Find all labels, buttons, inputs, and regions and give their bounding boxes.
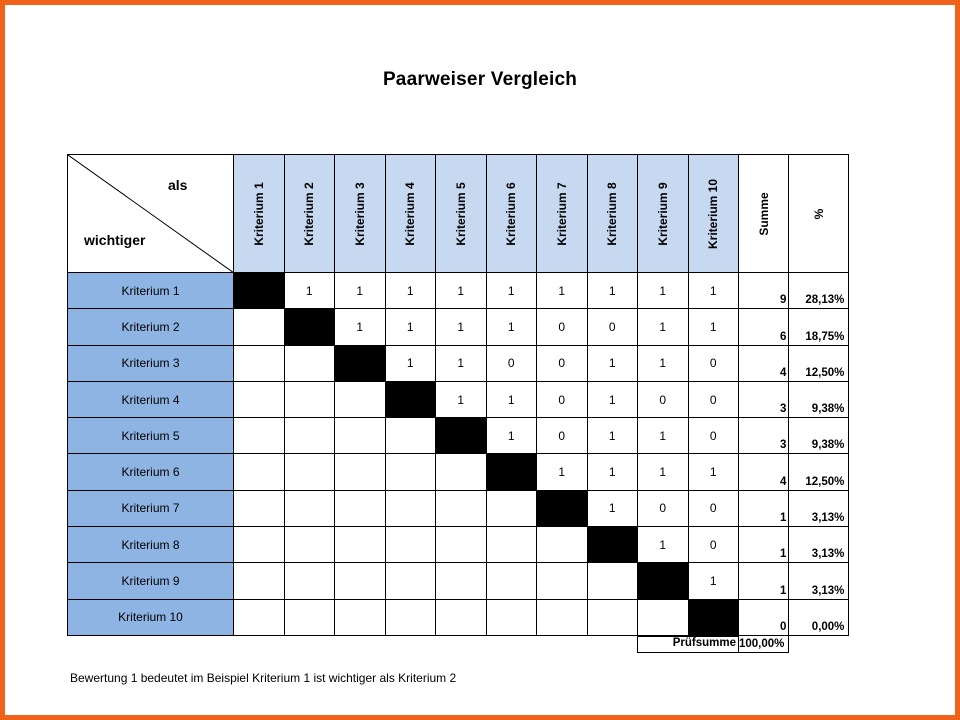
header-row bbox=[68, 155, 849, 273]
matrix-cell: 1 bbox=[587, 418, 638, 454]
matrix-cell bbox=[335, 418, 386, 454]
matrix-cell: 0 bbox=[688, 527, 739, 563]
row-percent: 3,13% bbox=[789, 527, 849, 563]
matrix-cell: 1 bbox=[385, 273, 436, 309]
matrix-cell bbox=[284, 563, 335, 599]
diagonal-line bbox=[68, 155, 234, 273]
diagonal-cell bbox=[234, 273, 285, 309]
diagonal-cell bbox=[537, 490, 588, 526]
matrix-cell bbox=[335, 490, 386, 526]
matrix-row bbox=[68, 454, 849, 490]
row-header: Kriterium 9 bbox=[68, 563, 234, 599]
matrix-row bbox=[68, 527, 849, 563]
matrix-cell bbox=[284, 599, 335, 635]
matrix-cell bbox=[486, 563, 537, 599]
matrix-cell bbox=[385, 418, 436, 454]
row-header: Kriterium 6 bbox=[68, 454, 234, 490]
matrix-cell bbox=[284, 381, 335, 417]
matrix-cell bbox=[335, 381, 386, 417]
matrix-cell bbox=[486, 599, 537, 635]
row-percent: 28,13% bbox=[789, 273, 849, 309]
check-sum-label: Prüfsumme bbox=[637, 636, 738, 653]
matrix-cell bbox=[436, 599, 487, 635]
column-header bbox=[385, 155, 436, 273]
matrix-cell bbox=[638, 599, 689, 635]
matrix-cell bbox=[284, 418, 335, 454]
matrix-cell: 0 bbox=[537, 309, 588, 345]
column-header-label: Kriterium 10 bbox=[706, 178, 721, 249]
matrix-cell: 0 bbox=[688, 418, 739, 454]
row-header: Kriterium 5 bbox=[68, 418, 234, 454]
matrix-cell bbox=[284, 454, 335, 490]
matrix-cell: 0 bbox=[486, 345, 537, 381]
row-header: Kriterium 3 bbox=[68, 345, 234, 381]
row-percent: 18,75% bbox=[789, 309, 849, 345]
row-sum: 6 bbox=[739, 309, 789, 345]
matrix-cell bbox=[385, 563, 436, 599]
matrix-cell: 0 bbox=[537, 418, 588, 454]
row-sum: 4 bbox=[739, 345, 789, 381]
row-sum: 1 bbox=[739, 527, 789, 563]
column-header-label: Kriterium 8 bbox=[605, 181, 620, 246]
row-percent: 3,13% bbox=[789, 563, 849, 599]
matrix-cell bbox=[284, 490, 335, 526]
matrix-cell: 1 bbox=[537, 454, 588, 490]
matrix-cell: 1 bbox=[335, 309, 386, 345]
matrix-cell bbox=[335, 454, 386, 490]
matrix-cell: 1 bbox=[587, 273, 638, 309]
matrix-cell bbox=[537, 563, 588, 599]
matrix-row bbox=[68, 309, 849, 345]
matrix-cell bbox=[486, 490, 537, 526]
matrix-cell: 1 bbox=[638, 273, 689, 309]
diagonal-cell bbox=[638, 563, 689, 599]
matrix-cell: 0 bbox=[537, 345, 588, 381]
matrix-cell: 1 bbox=[486, 418, 537, 454]
matrix-cell bbox=[436, 454, 487, 490]
matrix-row bbox=[68, 490, 849, 526]
matrix-cell bbox=[587, 563, 638, 599]
matrix-cell: 1 bbox=[436, 273, 487, 309]
footnote: Bewertung 1 bedeutet im Beispiel Kriterium 1 ist wichtiger als Kriterium 2 bbox=[70, 671, 457, 685]
column-header-label: Kriterium 1 bbox=[251, 181, 266, 246]
matrix-cell: 0 bbox=[688, 381, 739, 417]
matrix-cell bbox=[436, 527, 487, 563]
row-sum: 3 bbox=[739, 418, 789, 454]
column-header bbox=[587, 155, 638, 273]
matrix-cell bbox=[436, 490, 487, 526]
matrix-cell: 1 bbox=[688, 563, 739, 599]
column-header-label: Kriterium 3 bbox=[352, 181, 367, 246]
matrix-cell bbox=[234, 418, 285, 454]
matrix-cell bbox=[486, 527, 537, 563]
row-sum: 4 bbox=[739, 454, 789, 490]
matrix-row bbox=[68, 381, 849, 417]
matrix-cell bbox=[234, 490, 285, 526]
row-header: Kriterium 10 bbox=[68, 599, 234, 635]
matrix-cell: 1 bbox=[638, 418, 689, 454]
row-sum: 1 bbox=[739, 563, 789, 599]
row-header: Kriterium 1 bbox=[68, 273, 234, 309]
matrix-cell: 1 bbox=[688, 309, 739, 345]
matrix-cell: 0 bbox=[638, 381, 689, 417]
sum-header-label: Summe bbox=[756, 191, 771, 236]
matrix-cell bbox=[537, 599, 588, 635]
matrix-cell bbox=[335, 599, 386, 635]
matrix-cell bbox=[234, 599, 285, 635]
diagonal-cell bbox=[587, 527, 638, 563]
row-sum: 1 bbox=[739, 490, 789, 526]
matrix-cell bbox=[234, 381, 285, 417]
row-percent: 0,00% bbox=[789, 599, 849, 635]
row-header: Kriterium 8 bbox=[68, 527, 234, 563]
matrix-cell bbox=[284, 527, 335, 563]
column-header-label: Kriterium 2 bbox=[302, 181, 317, 246]
matrix-cell: 1 bbox=[385, 309, 436, 345]
column-header bbox=[436, 155, 487, 273]
row-percent: 9,38% bbox=[789, 381, 849, 417]
row-percent: 12,50% bbox=[789, 454, 849, 490]
matrix-cell bbox=[234, 345, 285, 381]
corner-header bbox=[68, 155, 234, 273]
matrix-cell: 1 bbox=[587, 345, 638, 381]
matrix-cell bbox=[234, 563, 285, 599]
matrix-cell: 1 bbox=[486, 273, 537, 309]
row-sum: 0 bbox=[739, 599, 789, 635]
matrix-cell: 1 bbox=[587, 381, 638, 417]
diagonal-cell bbox=[284, 309, 335, 345]
check-sum-value: 100,00% bbox=[739, 635, 789, 653]
matrix-cell: 1 bbox=[486, 309, 537, 345]
matrix-cell: 0 bbox=[688, 490, 739, 526]
matrix-row bbox=[68, 345, 849, 381]
matrix-cell bbox=[385, 599, 436, 635]
column-header-label: Kriterium 6 bbox=[504, 181, 519, 246]
row-sum: 9 bbox=[739, 273, 789, 309]
matrix-cell bbox=[335, 563, 386, 599]
matrix-cell: 0 bbox=[638, 490, 689, 526]
matrix-cell: 1 bbox=[385, 345, 436, 381]
column-header-label: Kriterium 5 bbox=[453, 181, 468, 246]
matrix-cell: 1 bbox=[587, 454, 638, 490]
column-header bbox=[537, 155, 588, 273]
page-title: Paarweiser Vergleich bbox=[382, 69, 578, 90]
matrix-cell: 0 bbox=[537, 381, 588, 417]
corner-top-label: als bbox=[168, 177, 188, 193]
comparison-matrix bbox=[67, 154, 849, 653]
matrix-cell: 1 bbox=[638, 454, 689, 490]
matrix-cell bbox=[234, 527, 285, 563]
matrix-cell: 0 bbox=[587, 309, 638, 345]
matrix-row bbox=[68, 418, 849, 454]
matrix-cell: 1 bbox=[436, 345, 487, 381]
matrix-cell bbox=[234, 454, 285, 490]
matrix-cell bbox=[234, 309, 285, 345]
matrix-cell: 1 bbox=[688, 454, 739, 490]
matrix-cell bbox=[537, 527, 588, 563]
column-header bbox=[486, 155, 537, 273]
row-percent: 3,13% bbox=[789, 490, 849, 526]
column-header bbox=[638, 155, 689, 273]
matrix-cell bbox=[385, 527, 436, 563]
corner-bottom-label: wichtiger bbox=[84, 232, 146, 248]
diagonal-cell bbox=[688, 599, 739, 635]
matrix-row bbox=[68, 273, 849, 309]
row-percent: 12,50% bbox=[789, 345, 849, 381]
column-header-label: Kriterium 4 bbox=[403, 181, 418, 246]
matrix-row bbox=[68, 563, 849, 599]
matrix-cell: 0 bbox=[688, 345, 739, 381]
check-sum-row bbox=[68, 635, 849, 653]
matrix-cell bbox=[284, 345, 335, 381]
column-header bbox=[234, 155, 285, 273]
row-header: Kriterium 2 bbox=[68, 309, 234, 345]
matrix-cell: 1 bbox=[638, 527, 689, 563]
matrix-cell: 1 bbox=[436, 309, 487, 345]
diagonal-cell bbox=[436, 418, 487, 454]
diagonal-cell bbox=[486, 454, 537, 490]
matrix-cell: 1 bbox=[688, 273, 739, 309]
matrix-cell: 1 bbox=[436, 381, 487, 417]
column-header bbox=[688, 155, 739, 273]
row-header: Kriterium 7 bbox=[68, 490, 234, 526]
matrix-cell bbox=[436, 563, 487, 599]
row-percent: 9,38% bbox=[789, 418, 849, 454]
diagonal-cell bbox=[385, 381, 436, 417]
matrix-cell bbox=[385, 490, 436, 526]
percent-header-label: % bbox=[811, 208, 826, 219]
sum-header bbox=[739, 155, 789, 273]
matrix-cell: 1 bbox=[284, 273, 335, 309]
row-header: Kriterium 4 bbox=[68, 381, 234, 417]
row-sum: 3 bbox=[739, 381, 789, 417]
check-sum-spacer bbox=[68, 635, 739, 653]
matrix-cell: 1 bbox=[537, 273, 588, 309]
matrix-cell: 1 bbox=[335, 273, 386, 309]
column-header bbox=[335, 155, 386, 273]
matrix-row bbox=[68, 599, 849, 635]
column-header-label: Kriterium 7 bbox=[554, 181, 569, 246]
matrix-body bbox=[68, 273, 849, 636]
matrix-cell: 1 bbox=[587, 490, 638, 526]
column-header bbox=[284, 155, 335, 273]
matrix-cell bbox=[587, 599, 638, 635]
matrix-cell: 1 bbox=[486, 381, 537, 417]
matrix-cell bbox=[385, 454, 436, 490]
percent-header bbox=[789, 155, 849, 273]
matrix-cell: 1 bbox=[638, 309, 689, 345]
diagonal-cell bbox=[335, 345, 386, 381]
matrix-cell bbox=[335, 527, 386, 563]
matrix-cell: 1 bbox=[638, 345, 689, 381]
column-header-label: Kriterium 9 bbox=[655, 181, 670, 246]
